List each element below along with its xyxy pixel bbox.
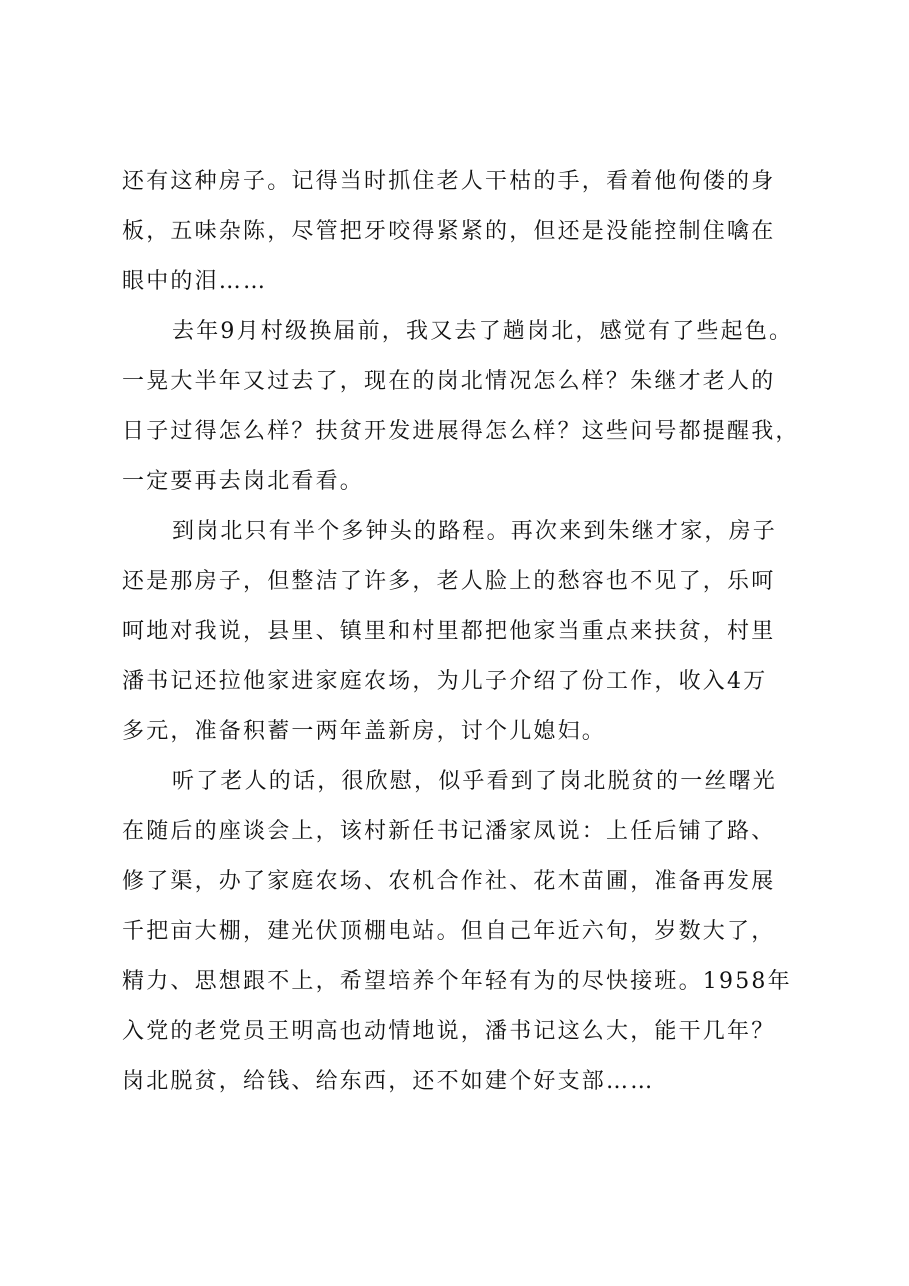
- text-line: 多元，准备积蓄一两年盖新房，讨个儿媳妇。: [122, 719, 607, 744]
- text-line: 在随后的座谈会上，该村新任书记潘家凤说：上任后铺了路、: [122, 819, 776, 844]
- text-line: 一定要再去岗北看看。: [122, 469, 365, 494]
- text-line: 呵地对我说，县里、镇里和村里都把他家当重点来扶贫，村里: [122, 619, 776, 644]
- text-line: 板，五味杂陈，尽管把牙咬得紧紧的，但还是没能控制住噙在: [122, 219, 776, 244]
- paragraph-start-line: 听了老人的话，很欣慰，似乎看到了岗北脱贫的一丝曙光: [172, 769, 778, 794]
- paragraph-start-line: 去年9月村级换届前，我又去了趟岗北，感觉有了些起色。: [172, 319, 794, 344]
- text-line: 还是那房子，但整洁了许多，老人脸上的愁容也不见了，乐呵: [122, 569, 776, 594]
- text-line: 一晃大半年又过去了，现在的岗北情况怎么样？朱继才老人的: [122, 369, 776, 394]
- text-line: 修了渠，办了家庭农场、农机合作社、花木苗圃，准备再发展: [122, 869, 776, 894]
- paragraph-start-line: 到岗北只有半个多钟头的路程。再次来到朱继才家，房子: [172, 519, 778, 544]
- text-line: 精力、思想跟不上，希望培养个年轻有为的尽快接班。1958年: [122, 969, 792, 994]
- text-line: 眼中的泪……: [122, 269, 268, 294]
- text-line: 日子过得怎么样？扶贫开发进展得怎么样？这些问号都提醒我，: [122, 419, 800, 444]
- text-line: 千把亩大棚，建光伏顶棚电站。但自己年近六旬，岁数大了，: [122, 919, 776, 944]
- text-line: 岗北脱贫，给钱、给东西，还不如建个好支部……: [122, 1069, 655, 1094]
- text-line: 潘书记还拉他家进家庭农场，为儿子介绍了份工作，收入4万: [122, 669, 768, 694]
- text-line: 入党的老党员王明高也动情地说，潘书记这么大，能干几年？: [122, 1019, 776, 1044]
- text-line: 还有这种房子。记得当时抓住老人干枯的手，看着他佝偻的身: [122, 169, 776, 194]
